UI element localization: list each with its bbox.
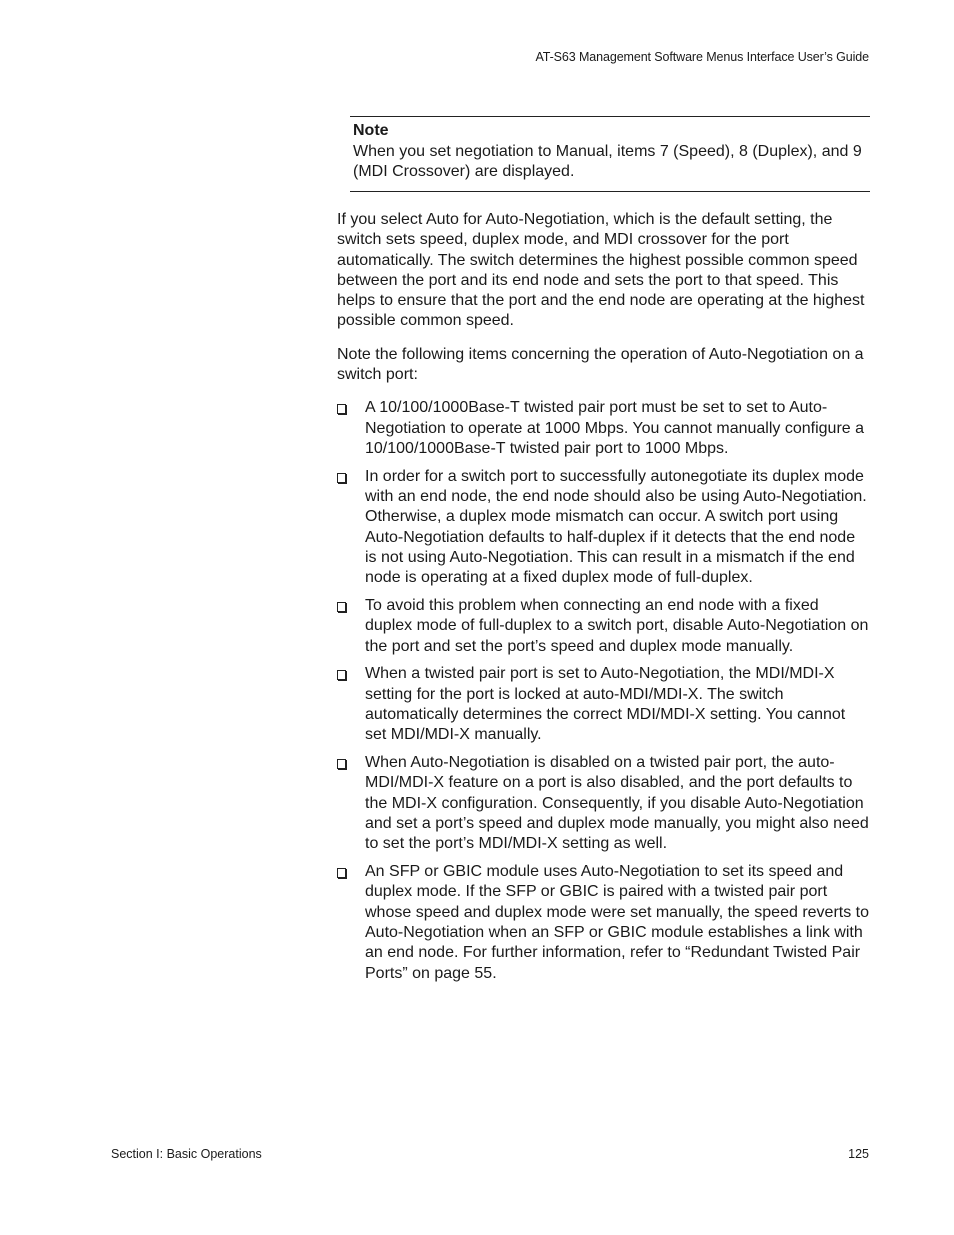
checkbox-bullet-icon [337, 868, 346, 878]
list-item [337, 664, 870, 745]
body-paragraph: Note the following items concerning the operation of Auto-Negotiation on a switch port: [337, 345, 864, 384]
list-item [337, 467, 870, 589]
checkbox-bullet-icon [337, 670, 346, 680]
list-item [337, 596, 870, 657]
note-title: Note [353, 122, 389, 139]
running-header: AT-S63 Management Software Menus Interface User’s Guide [535, 50, 869, 64]
body-paragraph: If you select Auto for Auto-Negotiation, which is the default setting, the switch sets speed, duplex mode, and MDI crossover for the port automatically. The switch determines the highest possible common speed between the port and its end node and sets the port to that speed. This helps to ensure that the port and the end node are operating at the highest possible common speed. [337, 211, 865, 330]
list-item-text: To avoid this problem when connecting an end node with a fixed duplex mode of full-duplex to a switch port, disable Auto-Negotiation on the port and set the port’s speed and duplex mode manually. [365, 597, 869, 655]
list-item-text: In order for a switch port to successfully autonegotiate its duplex mode with an end node, the end node should also be using Auto-Negotiation. Otherwise, a duplex mode mismatch can occur. A switch port using Auto-Negotiation defaults to half-duplex if it detects that the end node is not using Auto-Negotiation. This can result in a mismatch if the end node is operating at a fixed duplex mode of full-duplex. [365, 467, 867, 587]
list-item [337, 398, 870, 459]
list-item [337, 862, 870, 984]
page-number: 125 [848, 1147, 869, 1161]
list-item-text: An SFP or GBIC module uses Auto-Negotiation to set its speed and duplex mode. If the SFP or GBIC is paired with a twisted pair port whose speed and duplex mode were set manually, the speed reverts to Auto-Negotiation when an SFP or GBIC module establishes a link with an end node. For further information, refer to “Redundant Twisted Pair Ports” on page 55. [365, 863, 869, 982]
checkbox-bullet-icon [337, 404, 346, 414]
footer-section: Section I: Basic Operations [111, 1147, 262, 1161]
body-content [337, 210, 870, 991]
checkbox-bullet-icon [337, 473, 346, 483]
note-text: When you set negotiation to Manual, items 7 (Speed), 8 (Duplex), and 9 (MDI Crossover) are displayed. [353, 142, 862, 180]
list-item [337, 753, 870, 854]
list-item-text: A 10/100/1000Base-T twisted pair port must be set to set to Auto-Negotiation to operate at 1000 Mbps. You cannot manually configure a 10/100/1000Base-T twisted pair port to 1000 Mbps. [365, 399, 865, 457]
checkbox-bullet-icon [337, 759, 346, 769]
list-item-text: When a twisted pair port is set to Auto-Negotiation, the MDI/MDI-X setting for the port is locked at auto-MDI/MDI-X. The switch automatically determines the correct MDI/MDI-X setting. You cannot set MDI/MDI-X manually. [365, 665, 846, 744]
bullet-list [337, 398, 870, 984]
list-item-text: When Auto-Negotiation is disabled on a twisted pair port, the auto-MDI/MDI-X feature on a port is also disabled, and the port defaults to the MDI-X configuration. Consequently, if you disable Auto-Negotiation and set a port’s speed and duplex mode manually, you might also need to set the port’s MDI/MDI-X setting as well. [365, 754, 869, 853]
checkbox-bullet-icon [337, 602, 346, 612]
note-box [350, 116, 870, 192]
